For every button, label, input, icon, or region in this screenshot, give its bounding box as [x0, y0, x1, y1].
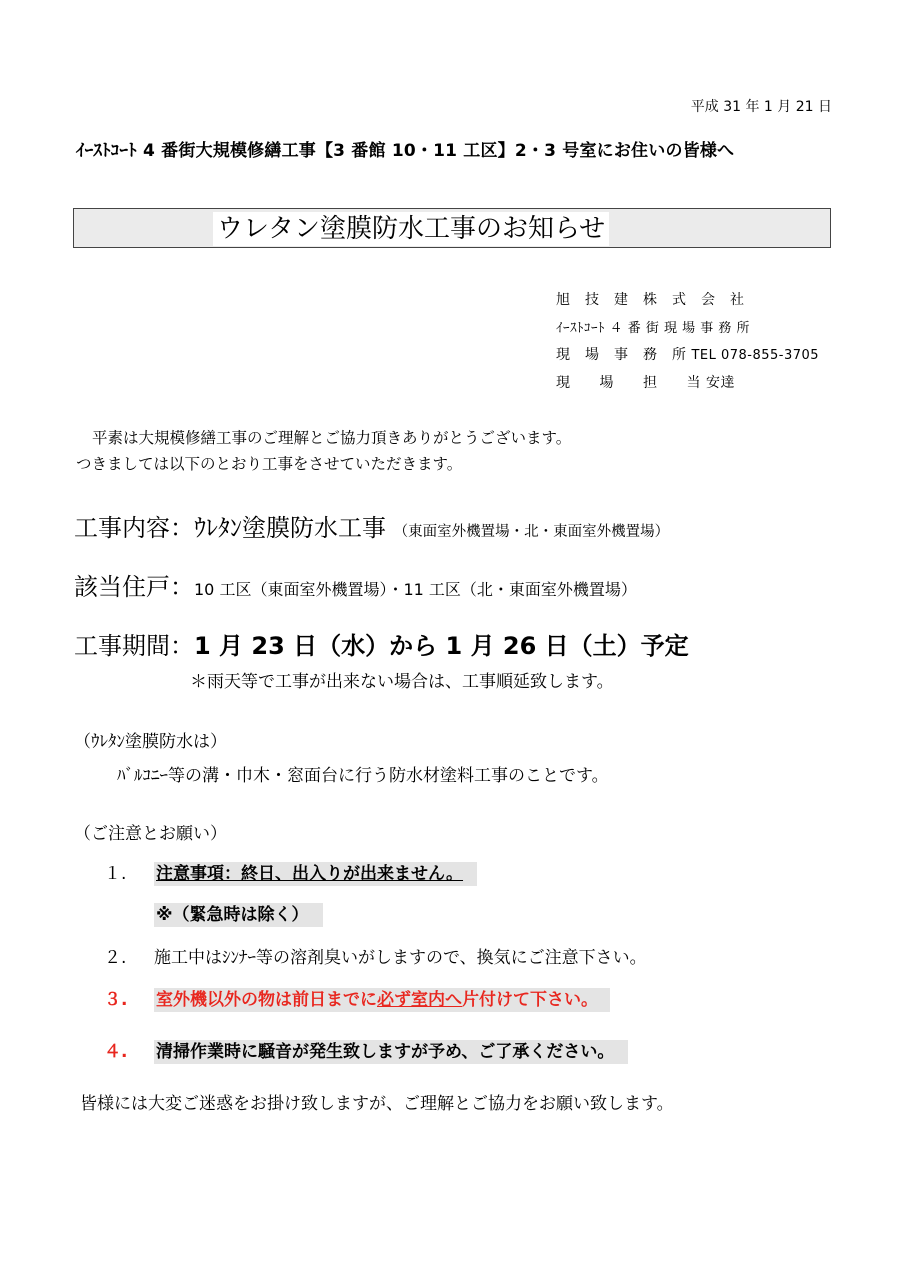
note-item-2 — [104, 943, 647, 968]
note-text-3 — [154, 988, 610, 1012]
sender-manager-line — [556, 372, 735, 392]
sender-tel-line — [556, 344, 819, 364]
title-box — [73, 208, 831, 248]
note-sub-1 — [154, 900, 323, 925]
units-value: 10 工区（東面室外機置場）・11 工区（北・東面室外機置場） — [194, 580, 637, 599]
sender-company: 旭 技 建 株 式 会 社 — [556, 292, 745, 308]
sender-office: ｲｰｽﾄｺｰﾄ ４ 番 街 現 場 事 務 所 — [556, 321, 751, 336]
note-text-3a: 室外機以外の物は前日までに — [156, 990, 377, 1010]
note-item-3 — [104, 985, 610, 1010]
period-row — [74, 626, 689, 661]
note-number-4: ４. — [104, 1042, 128, 1062]
period-value: 1 月 23 日（水）から 1 月 26 日（土）予定 — [194, 632, 689, 660]
addressee: ｲｰｽﾄｺｰﾄ 4 番街大規模修繕工事【3 番館 10・11 工区】2・3 号室にお住いの皆様へ — [76, 141, 735, 161]
period-note: ＊雨天等で工事が出来ない場合は、工事順延致します。 — [190, 672, 614, 692]
work-content-note: （東面室外機置場・北・東面室外機置場） — [393, 524, 670, 540]
note-item-4 — [104, 1037, 628, 1062]
notes-heading: （ご注意とお願い） — [74, 824, 227, 844]
note-number-1: １. — [104, 864, 127, 884]
about-text: ﾊﾞﾙｺﾆｰ等の溝・巾木・窓面台に行う防水材塗料工事のことです。 — [117, 766, 609, 786]
sender-manager: 安達 — [705, 375, 735, 391]
document-date: 平成 31 年 1 月 21 日 — [690, 99, 832, 115]
closing-text: 皆様には大変ご迷惑をお掛け致しますが、ご理解とご協力をお願い致します。 — [80, 1094, 674, 1114]
work-content-value: ｳﾚﾀﾝ塗膜防水工事 — [194, 514, 386, 542]
sender-manager-label: 現 場 担 当 — [556, 375, 701, 391]
units-row — [74, 567, 637, 602]
period-label: 工事期間： — [74, 632, 194, 660]
note-item-1 — [104, 859, 477, 884]
note-text-1: 注意事項：終日、出入りが出来ません。 — [154, 862, 477, 886]
units-label: 該当住戸： — [74, 573, 194, 601]
note-text-3b: 必ず室内へ — [377, 990, 462, 1010]
about-heading: （ｳﾚﾀﾝ塗膜防水は） — [74, 732, 227, 752]
greeting-line-1: 平素は大規模修繕工事のご理解とご協力頂きありがとうございます。 — [92, 429, 572, 447]
document-title: ウレタン塗膜防水工事のお知らせ — [213, 212, 609, 246]
sender-tel: TEL 078-855-3705 — [691, 348, 820, 363]
note-number-2: ２. — [104, 948, 127, 968]
greeting-line-2: つきましては以下のとおり工事をさせていただきます。 — [76, 455, 463, 473]
work-content-row — [74, 508, 669, 543]
note-sub-text-1: ※（緊急時は除く） — [154, 903, 323, 927]
note-text-3c: 片付けて下さい。 — [462, 990, 598, 1010]
note-text-4: 清掃作業時に騒音が発生致しますが予め、ご了承ください。 — [154, 1040, 628, 1064]
note-text-2: 施工中はｼﾝﾅｰ等の溶剤臭いがしますので、換気にご注意下さい。 — [154, 948, 647, 968]
note-number-3: ３. — [104, 990, 128, 1010]
sender-tel-label: 現 場 事 務 所 — [556, 347, 687, 363]
work-content-label: 工事内容： — [74, 514, 194, 542]
